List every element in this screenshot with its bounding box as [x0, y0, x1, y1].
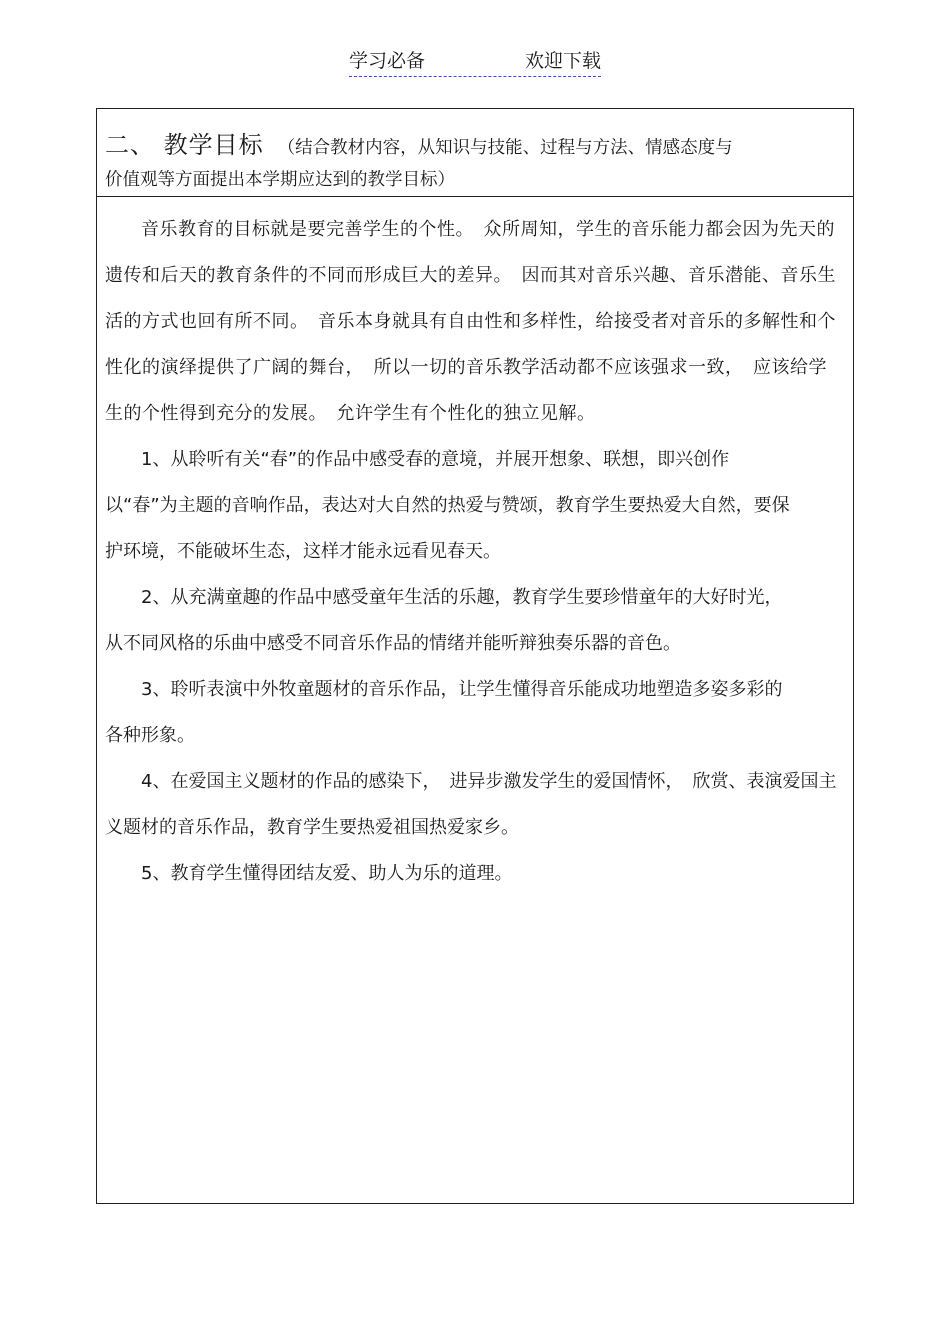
objectives-table [96, 108, 854, 1204]
objective-item-1: 1、从聆听有关“春”的作品中感受春的意境，并展开想象、联想，即兴创作以“春”为主题的音响作品，表达对大自然的热爱与赞颂，教育学生要热爱大自然，要保护环境，不能破坏生态，这样才能永远看见春天。 [105, 449, 790, 562]
objective-item-5: 5、教育学生懂得团结友爱、助人为乐的道理。 [141, 863, 513, 884]
objective-item-4: 4、在爱国主义题材的作品的感染下， 进异步激发学生的爱国情怀， 欣赏、表演爱国主义题材的音乐作品，教育学生要热爱祖国热爱家乡。 [105, 771, 837, 838]
section-heading-line [105, 125, 845, 160]
header-right-text: 欢迎下载 [525, 50, 602, 72]
header-underline [349, 46, 601, 77]
section-title: 二、 教学目标 [105, 131, 264, 159]
page-header [0, 46, 950, 77]
section-note-line1: （结合教材内容，从知识与技能、过程与方法、情感态度与 [277, 138, 733, 158]
section-note-line2: 价值观等方面提出本学期应达到的教学目标） [105, 170, 455, 190]
section-header [97, 109, 853, 197]
objective-item-2: 2、从充满童趣的作品中感受童年生活的乐趣，教育学生要珍惜童年的大好时光，从不同风格的乐曲中感受不同音乐作品的情绪并能听辩独奏乐器的音色。 [105, 587, 783, 654]
objective-item-3: 3、聆听表演中外牧童题材的音乐作品，让学生懂得音乐能成功地塑造多姿多彩的各种形象。 [105, 679, 783, 746]
intro-paragraph: 音乐教育的目标就是要完善学生的个性。 众所周知，学生的音乐能力都会因为先天的遗传和后天的教育条件的不同而形成巨大的差异。 因而其对音乐兴趣、音乐潜能、音乐生活的方式也回有所不同。 音乐本身就具有自由性和多样性，给接受者对音乐的多解性和个性化的演绎提供了广阔的舞台， 所以一切的音乐教学活动都不应该强求一致， 应该给学生的个性得到充分的发展。 允许学生有个性化的独立见解。 [105, 219, 836, 424]
objectives-content [97, 197, 853, 897]
header-left-text: 学习必备 [348, 50, 425, 72]
